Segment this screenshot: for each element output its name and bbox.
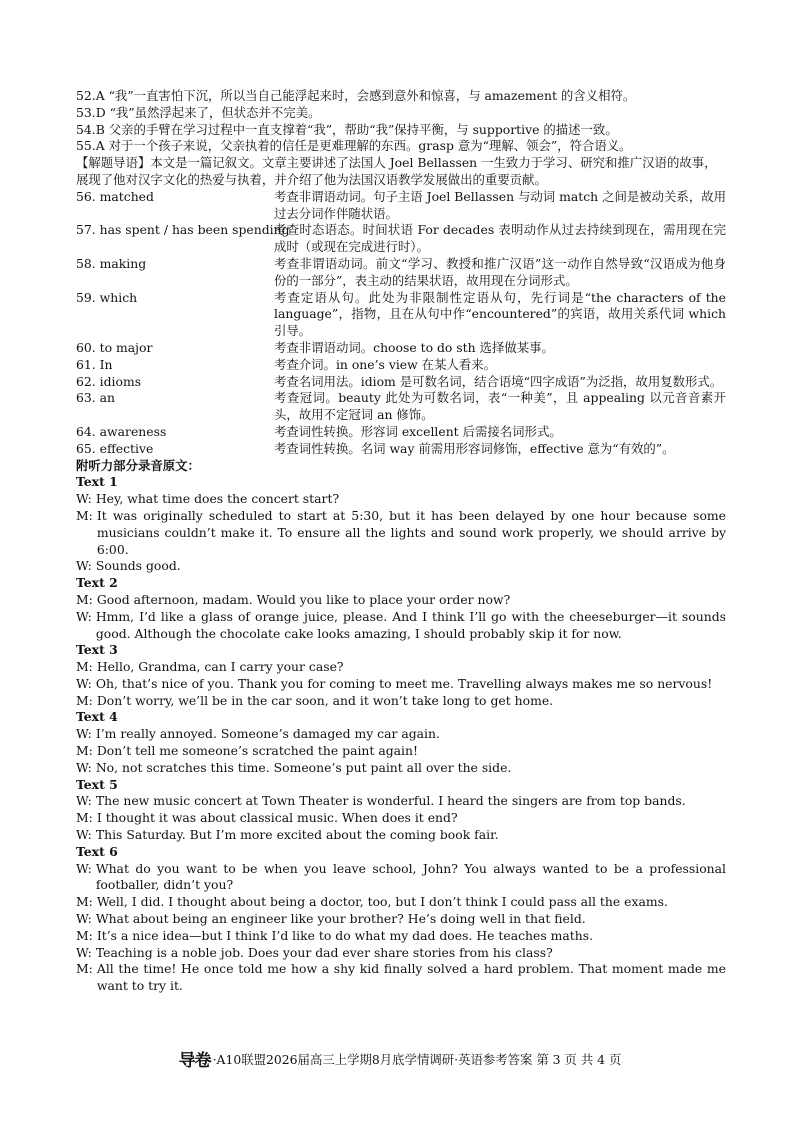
answer-explanation: 考查非谓语动词。句子主语 Joel Bellassen 与动词 match 之间是被动关系，故用过去分词作伴随状语。 (274, 188, 726, 221)
answer-key: 58. making (76, 255, 147, 271)
answer-key: 61. In (76, 356, 113, 372)
dialogue-line (76, 743, 726, 760)
dialogue-text: All the time! He once told me how a shy kid finally solved a hard problem. That moment made me want to try it. (96, 961, 726, 994)
dialogue-line (76, 827, 726, 844)
dialogue-text: Hmm, I’d like a glass of orange juice, please. And I think I’ll go with the cheeseburger—it sounds good. Although the chocolate cake looks amazing, I should probably skip it for now. (95, 608, 726, 641)
dialogue-text: Well, I did. I thought about being a doctor, too, but I don’t think I could pass all the exams. (96, 894, 668, 910)
speaker-label: W: (76, 759, 92, 775)
answer-key: 64. awareness (76, 423, 167, 439)
speaker-label: W: (76, 793, 92, 809)
dialogue-text: What about being an engineer like your brother? He’s doing well in that field. (95, 911, 586, 927)
listening-scripts (76, 474, 726, 995)
speaker-label: M: (76, 507, 93, 523)
dialogue-line (76, 928, 726, 945)
text-title: Text 3 (76, 642, 118, 658)
speaker-label: W: (76, 911, 92, 927)
speaker-label: W: (76, 860, 92, 876)
answer-explanation: 考查时态语态。时间状语 For decades 表明动作从过去持续到现在，需用现在完成时（或现在完成进行时）。 (274, 222, 726, 255)
answer-explanation: 考查名词用法。idiom 是可数名词，结合语境“四字成语”为泛指，故用复数形式。 (274, 373, 723, 389)
answer-explanation: 考查非谓语动词。前文“学习、教授和推广汉语”这一动作自然导致“汉语成为他身份的一部分”，表主动的结果状语，故用现在分词形式。 (274, 255, 726, 288)
intro-answer-line: 54.B 父亲的手臂在学习过程中一直支撑着“我”，帮助“我”保持平衡，与 supportive 的描述一致。 (76, 121, 618, 137)
dialogue-line (76, 911, 726, 928)
dialogue-text: I’m really annoyed. Someone’s damaged my car again. (95, 726, 440, 742)
dialogue-line (76, 491, 726, 508)
dialogue-text: Oh, that’s nice of you. Thank you for coming to meet me. Travelling always makes me so nervous! (95, 675, 713, 691)
speaker-label: M: (76, 692, 93, 708)
speaker-label: W: (76, 944, 92, 960)
dialogue-line (76, 508, 726, 558)
answer-explanation: 考查定语从句。此处为非限制性定语从句，先行词是“the characters of the language”，指物，且在从句中作“encountered”的宾语，故用关系代词 which 引导。 (274, 289, 726, 339)
speaker-label: W: (76, 558, 92, 574)
appendix-title: 附听力部分录音原文： (76, 457, 200, 473)
answer-explanation: 考查词性转换。名词 way 前需用形容词修饰，effective 意为“有效的”。 (274, 440, 675, 456)
speaker-label: W: (76, 726, 92, 742)
answer-explanation: 考查非谓语动词。choose to do sth 选择做某事。 (274, 339, 554, 355)
dialogue-line (76, 659, 726, 676)
answer-key: 56. matched (76, 188, 154, 204)
answer-key: 63. an (76, 390, 116, 406)
answer-key: 62. idioms (76, 373, 142, 389)
answer-key: 60. to major (76, 339, 153, 355)
dialogue-text: Hey, what time does the concert start? (95, 491, 340, 507)
speaker-label: W: (76, 675, 92, 691)
dialogue-text: Good afternoon, madam. Would you like to place your order now? (96, 591, 511, 607)
intro-answer-line: 53.D “我”虽然浮起来了，但状态并不完美。 (76, 104, 321, 120)
dialogue-line (76, 592, 726, 609)
answer-table (76, 189, 726, 458)
speaker-label: M: (76, 591, 93, 607)
intro-answer-line: 55.A 对于一个孩子来说，父亲执着的信任是更难理解的东西。grasp 意为“理解、领会”，符合语义。 (76, 138, 632, 154)
answer-page (76, 88, 726, 995)
dialogue-line (76, 609, 726, 643)
speaker-label: W: (76, 827, 92, 843)
dialogue-text: Hello, Grandma, can I carry your case? (96, 659, 344, 675)
dialogue-line (76, 961, 726, 995)
dialogue-line (76, 760, 726, 777)
answer-key: 59. which (76, 289, 138, 305)
answer-explanation: 考查冠词。beauty 此处为可数名词，表“一种美”，且 appealing 以元音音素开头，故用不定冠词 an 修饰。 (274, 390, 726, 423)
brand-logo: 导卷 (178, 1051, 211, 1071)
speaker-label: M: (76, 743, 93, 759)
answer-key: 65. effective (76, 440, 154, 456)
dialogue-text: Sounds good. (95, 558, 181, 574)
dialogue-text: Don’t tell me someone’s scratched the paint again! (96, 743, 418, 759)
dialogue-line (76, 810, 726, 827)
text-title: Text 1 (76, 474, 118, 490)
dialogue-line (76, 894, 726, 911)
speaker-label: M: (76, 659, 93, 675)
speaker-label: W: (76, 491, 92, 507)
speaker-label: M: (76, 810, 93, 826)
dialogue-line (76, 558, 726, 575)
text-title: Text 2 (76, 575, 118, 591)
speaker-label: M: (76, 894, 93, 910)
dialogue-line (76, 793, 726, 810)
answer-explanation: 考查词性转换。形容词 excellent 后需接名词形式。 (274, 423, 562, 439)
dialogue-text: It’s a nice idea—but I think I’d like to do what my dad does. He teaches maths. (96, 927, 594, 943)
speaker-label: M: (76, 927, 93, 943)
speaker-label: M: (76, 961, 93, 977)
dialogue-text: The new music concert at Town Theater is wonderful. I heard the singers are from top bands. (95, 793, 686, 809)
answer-explanation: 考查介词。in one’s view 在某人看来。 (274, 356, 497, 372)
guide-paragraph: 【解题导语】本文是一篇记叙文。文章主要讲述了法国人 Joel Bellassen 一生致力于学习、研究和推广汉语的故事，展现了他对汉字文化的热爱与执着，并介绍了他为法国汉语教学发展做出的重要贡献。 (76, 155, 717, 187)
text-title: Text 5 (76, 776, 118, 792)
text-title: Text 4 (76, 709, 118, 725)
answer-key: 57. has spent / has been spending (76, 222, 290, 238)
page-footer (0, 1046, 800, 1071)
dialogue-text: Teaching is a noble job. Does your dad ever share stories from his class? (95, 944, 553, 960)
dialogue-text: I thought it was about classical music. When does it end? (96, 810, 458, 826)
intro-answers (76, 88, 726, 155)
dialogue-line (76, 676, 726, 693)
dialogue-text: What do you want to be when you leave school, John? You always wanted to be a professional footballer, didn’t you? (95, 860, 726, 893)
dialogue-text: It was originally scheduled to start at 5:30, but it has been delayed by one hour because some musicians couldn’t make it. To ensure all the lights and sound work properly, we should arrive by 6:00. (96, 507, 726, 557)
dialogue-line (76, 726, 726, 743)
speaker-label: W: (76, 608, 92, 624)
dialogue-text: This Saturday. But I’m more excited about the coming book fair. (95, 827, 499, 843)
dialogue-text: No, not scratches this time. Someone’s put paint all over the side. (95, 759, 512, 775)
dialogue-line (76, 861, 726, 895)
footer-text: ·A10联盟2026届高三上学期8月底学情调研·英语参考答案 第 3 页 共 4 页 (212, 1052, 622, 1067)
dialogue-line (76, 693, 726, 710)
dialogue-line (76, 945, 726, 962)
intro-answer-line: 52.A “我”一直害怕下沉，所以当自己能浮起来时，会感到意外和惊喜，与 amazement 的含义相符。 (76, 88, 636, 103)
text-title: Text 6 (76, 843, 118, 859)
dialogue-text: Don’t worry, we’ll be in the car soon, and it won’t take long to get home. (96, 692, 554, 708)
